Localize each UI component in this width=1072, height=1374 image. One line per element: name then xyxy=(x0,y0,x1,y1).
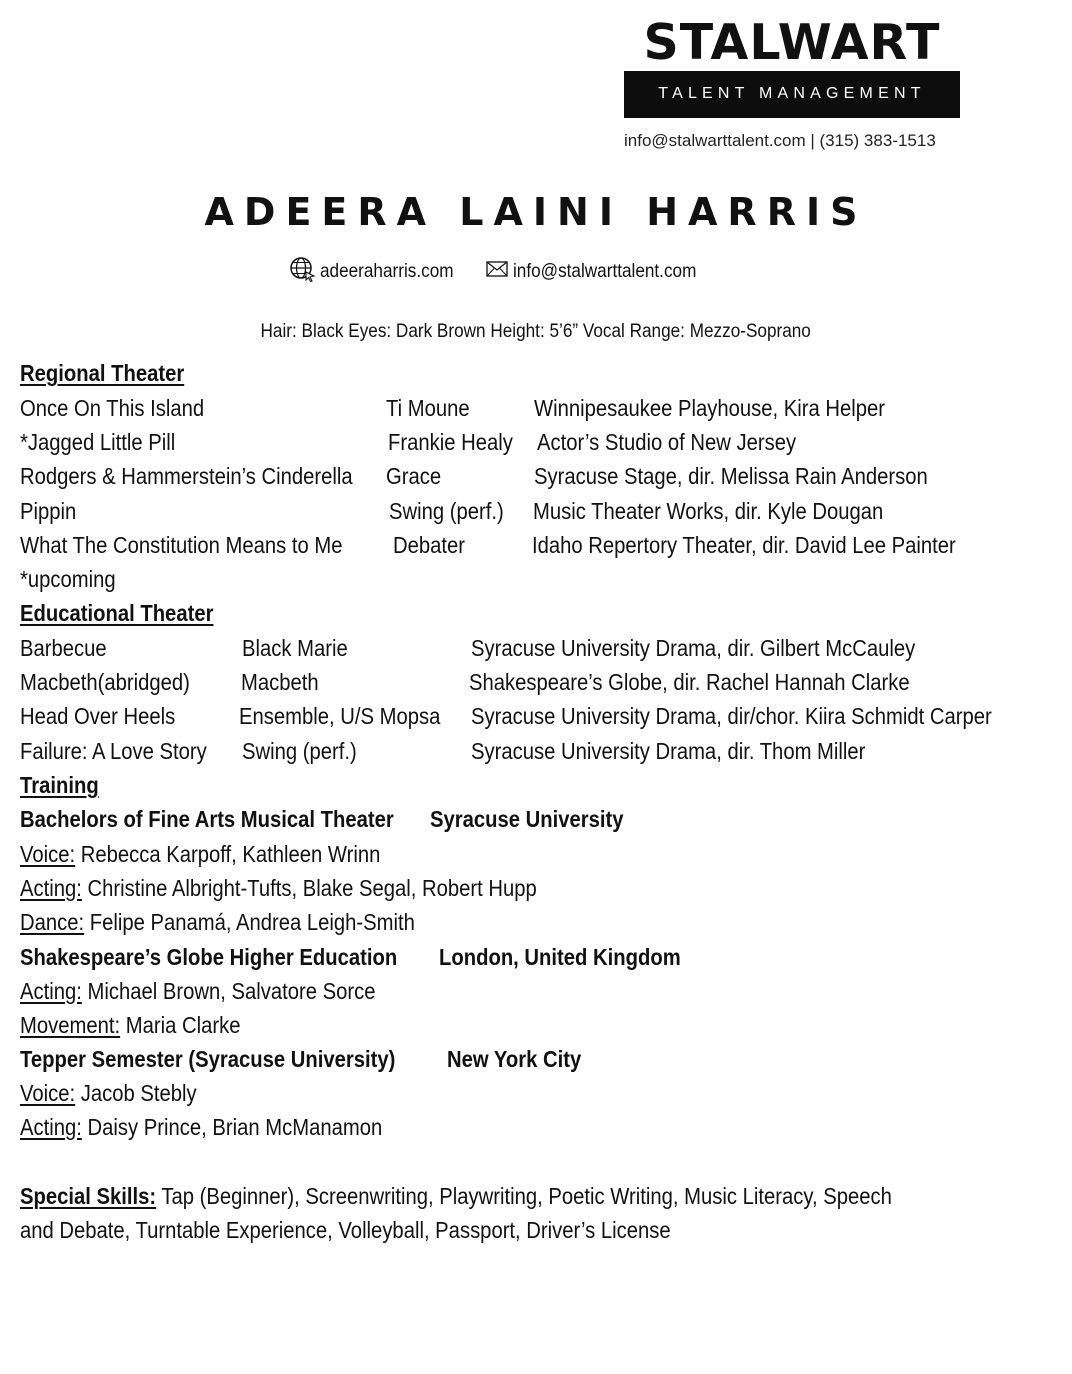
credit-company: Music Theater Works, dir. Kyle Dougan xyxy=(533,498,884,524)
agency-logo-tagline: TALENT MANAGEMENT xyxy=(658,85,926,102)
training-location: Syracuse University xyxy=(430,806,624,832)
training-detail-value: Daisy Prince, Brian McManamon xyxy=(81,1114,383,1140)
credit-role: Ensemble, U/S Mopsa xyxy=(239,703,441,729)
training-program: Tepper Semester (Syracuse University) xyxy=(20,1046,396,1072)
training-location: New York City xyxy=(447,1046,582,1072)
credit-show: Barbecue xyxy=(20,635,107,661)
training-program: Shakespeare’s Globe Higher Education xyxy=(20,944,398,970)
training-detail xyxy=(20,1080,197,1106)
credit-show: *Jagged Little Pill xyxy=(20,429,176,455)
credit-company: Syracuse University Drama, dir. Gilbert McCauley xyxy=(471,635,916,661)
training-detail-value: Michael Brown, Salvatore Sorce xyxy=(81,978,376,1004)
special-skills-line2: and Debate, Turntable Experience, Volleyball, Passport, Driver’s License xyxy=(20,1217,671,1243)
credit-company: Syracuse University Drama, dir/chor. Kiira Schmidt Carper xyxy=(471,703,992,729)
educational-heading: Educational Theater xyxy=(20,600,214,626)
credit-role: Macbeth xyxy=(241,669,319,695)
credit-show: Head Over Heels xyxy=(20,703,176,729)
credit-company: Syracuse University Drama, dir. Thom Miller xyxy=(471,738,866,764)
credit-show: Macbeth(abridged) xyxy=(20,669,190,695)
email-link[interactable]: info@stalwarttalent.com xyxy=(513,260,697,282)
credit-show: Failure: A Love Story xyxy=(20,738,207,764)
training-detail-value: Felipe Panamá, Andrea Leigh-Smith xyxy=(84,909,415,935)
credit-role: Frankie Healy xyxy=(388,429,513,455)
training-detail-label: Acting: xyxy=(20,1114,82,1140)
regional-heading: Regional Theater xyxy=(20,360,185,386)
training-detail-label: Voice: xyxy=(20,841,76,867)
training-detail-value: Christine Albright-Tufts, Blake Segal, Robert Hupp xyxy=(81,875,537,901)
website-link[interactable]: adeeraharris.com xyxy=(320,260,454,282)
credit-company: Syracuse Stage, dir. Melissa Rain Anderson xyxy=(534,463,928,489)
agency-logo-name: STALWART xyxy=(643,14,941,71)
credit-role: Ti Moune xyxy=(386,395,470,421)
actor-name: ADEERA LAINI HARRIS xyxy=(204,190,868,234)
actor-stats-text: Hair: Black Eyes: Dark Brown Height: 5’6” Vocal Range: Mezzo-Soprano xyxy=(260,320,812,342)
special-skills-line1: Tap (Beginner), Screenwriting, Playwriting, Poetic Writing, Music Literacy, Speech xyxy=(156,1183,892,1209)
credit-company: Shakespeare’s Globe, dir. Rachel Hannah Clarke xyxy=(469,669,910,695)
training-detail-label: Voice: xyxy=(20,1080,76,1106)
training-detail-label: Dance: xyxy=(20,909,85,935)
training-heading: Training xyxy=(20,772,99,798)
training-detail-value: Rebecca Karpoff, Kathleen Wrinn xyxy=(75,841,381,867)
credit-show: Rodgers & Hammerstein’s Cinderella xyxy=(20,463,353,489)
credit-role: Black Marie xyxy=(242,635,348,661)
credit-show: What The Constitution Means to Me xyxy=(20,532,343,558)
credit-company: Actor’s Studio of New Jersey xyxy=(537,429,797,455)
training-location: London, United Kingdom xyxy=(439,944,681,970)
upcoming-note: *upcoming xyxy=(20,566,116,592)
credit-role: Grace xyxy=(386,463,442,489)
training-detail xyxy=(20,978,376,1004)
training-detail-label: Acting: xyxy=(20,875,82,901)
special-skills xyxy=(20,1183,892,1209)
credit-company: Idaho Repertory Theater, dir. David Lee Painter xyxy=(532,532,956,558)
envelope-icon xyxy=(486,261,508,277)
training-detail-value: Jacob Stebly xyxy=(75,1080,197,1106)
globe-icon xyxy=(289,256,317,282)
training-detail xyxy=(20,1114,382,1140)
special-skills-heading: Special Skills: xyxy=(20,1183,157,1209)
training-program: Bachelors of Fine Arts Musical Theater xyxy=(20,806,394,832)
credit-role: Debater xyxy=(393,532,466,558)
credit-role: Swing (perf.) xyxy=(242,738,357,764)
training-detail xyxy=(20,1012,240,1038)
training-detail-value: Maria Clarke xyxy=(120,1012,241,1038)
training-detail-label: Acting: xyxy=(20,978,82,1004)
training-detail-label: Movement: xyxy=(20,1012,121,1038)
training-detail xyxy=(20,875,537,901)
credit-show: Pippin xyxy=(20,498,77,524)
actor-stats xyxy=(0,318,1072,344)
training-detail xyxy=(20,909,415,935)
agency-contact: info@stalwarttalent.com | (315) 383-1513 xyxy=(624,131,936,150)
credit-role: Swing (perf.) xyxy=(389,498,504,524)
credit-show: Once On This Island xyxy=(20,395,205,421)
training-detail xyxy=(20,841,380,867)
credit-company: Winnipesaukee Playhouse, Kira Helper xyxy=(534,395,886,421)
